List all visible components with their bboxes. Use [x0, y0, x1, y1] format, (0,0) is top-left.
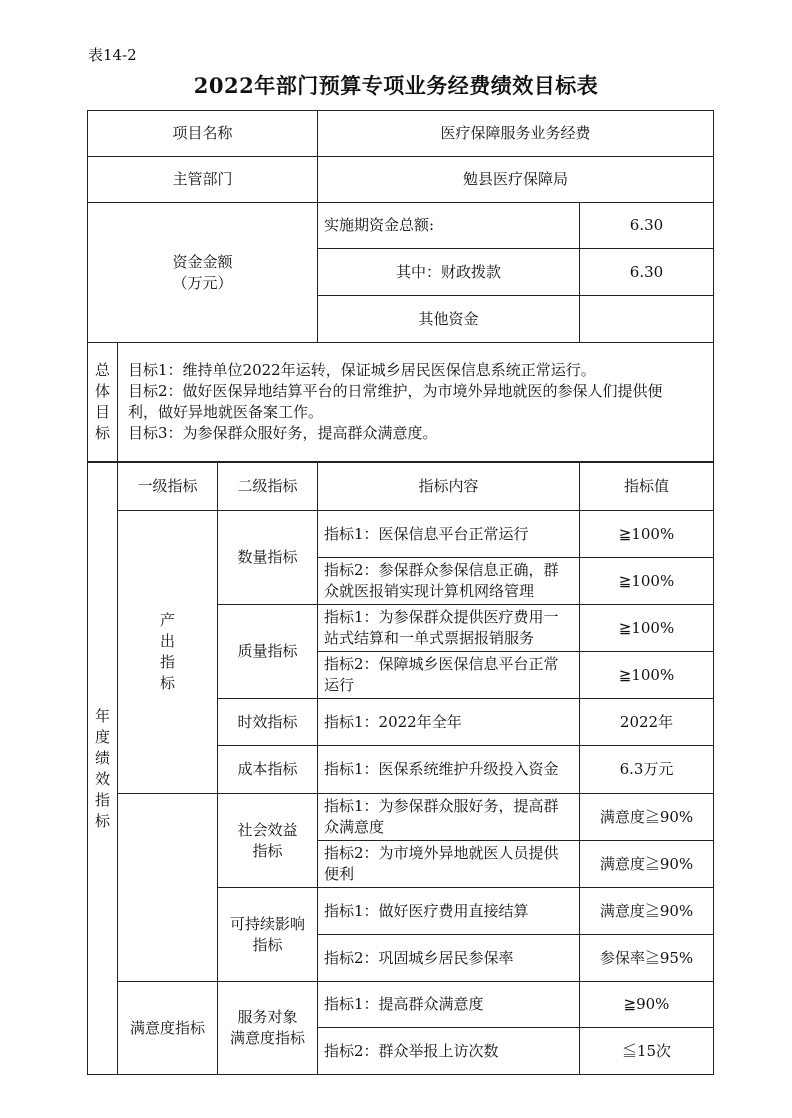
fund-label: 资金金额 （万元） — [88, 203, 318, 343]
indicator-content: 指标2：群众举报上访次数 — [318, 1028, 580, 1075]
indicator-content: 指标1：为参保群众服好务，提高群众满意度 — [318, 794, 580, 841]
dept-value: 勉县医疗保障局 — [318, 157, 714, 203]
service-satisfaction-indicator: 服务对象 满意度指标 — [218, 982, 318, 1075]
fiscal-value: 6.30 — [580, 249, 714, 296]
indicator-value: 满意度≧90% — [580, 841, 714, 888]
header-level1: 一级指标 — [118, 463, 218, 511]
indicators-table — [87, 462, 714, 1075]
quality-indicator: 质量指标 — [218, 605, 318, 699]
indicator-value: ≧100% — [580, 652, 714, 699]
indicator-value: 6.3万元 — [580, 746, 714, 794]
indicator-content: 指标1：做好医疗费用直接结算 — [318, 888, 580, 935]
header-content: 指标内容 — [318, 463, 580, 511]
indicator-content: 指标1：医保信息平台正常运行 — [318, 511, 580, 558]
total-label: 实施期资金总额: — [318, 203, 580, 249]
indicator-content: 指标2：保障城乡医保信息平台正常运行 — [318, 652, 580, 699]
cost-indicator: 成本指标 — [218, 746, 318, 794]
annual-indicator-label: 年 度 绩 效 指 标 — [88, 463, 118, 1075]
other-value — [580, 296, 714, 343]
project-name-value: 医疗保障服务业务经费 — [318, 111, 714, 157]
indicator-content: 指标2：参保群众参保信息正确，群众就医报销实现计算机网络管理 — [318, 558, 580, 605]
indicator-content: 指标2：为市境外异地就医人员提供便利 — [318, 841, 580, 888]
indicator-value: ≦15次 — [580, 1028, 714, 1075]
indicator-content: 指标1：2022年全年 — [318, 699, 580, 746]
goals-text: 目标1：维持单位2022年运转，保证城乡居民医保信息系统正常运行。 目标2：做好医保异地结算平台的日常维护，为市境外异地就医的参保人们提供便 利，做好异地就医备案工作。 目标3：为参保群众服好务，提高群众满意度。 — [118, 343, 714, 462]
indicator-value: ≧100% — [580, 558, 714, 605]
other-label: 其他资金 — [318, 296, 580, 343]
page-title: 2022年部门预算专项业务经费绩效目标表 — [193, 73, 599, 98]
timeliness-indicator: 时效指标 — [218, 699, 318, 746]
indicator-value: 满意度≧90% — [580, 794, 714, 841]
indicator-value: 参保率≧95% — [580, 935, 714, 982]
sustainability-indicator: 可持续影响 指标 — [218, 888, 318, 982]
satisfaction-indicator: 满意度指标 — [118, 982, 218, 1075]
fiscal-label: 其中：财政拨款 — [318, 249, 580, 296]
effect-indicator-blank — [118, 794, 218, 982]
goals-table — [87, 342, 714, 462]
quantity-indicator: 数量指标 — [218, 511, 318, 605]
info-table — [87, 110, 714, 343]
indicator-content: 指标1：提高群众满意度 — [318, 982, 580, 1028]
total-value: 6.30 — [580, 203, 714, 249]
social-benefit-indicator: 社会效益 指标 — [218, 794, 318, 888]
goals-side-label: 总 体 目 标 — [88, 343, 118, 462]
indicator-content: 指标1：为参保群众提供医疗费用一站式结算和一单式票据报销服务 — [318, 605, 580, 652]
indicator-value: ≧90% — [580, 982, 714, 1028]
header-value: 指标值 — [580, 463, 714, 511]
header-level2: 二级指标 — [218, 463, 318, 511]
dept-label: 主管部门 — [88, 157, 318, 203]
indicator-value: 满意度≧90% — [580, 888, 714, 935]
project-name-label: 项目名称 — [88, 111, 318, 157]
indicator-content: 指标2：巩固城乡居民参保率 — [318, 935, 580, 982]
table-number: 表14-2 — [88, 46, 137, 64]
indicator-value: ≧100% — [580, 511, 714, 558]
output-indicator-label: 产 出 指 标 — [118, 511, 218, 794]
indicator-value: ≧100% — [580, 605, 714, 652]
indicator-content: 指标1：医保系统维护升级投入资金 — [318, 746, 580, 794]
indicator-value: 2022年 — [580, 699, 714, 746]
